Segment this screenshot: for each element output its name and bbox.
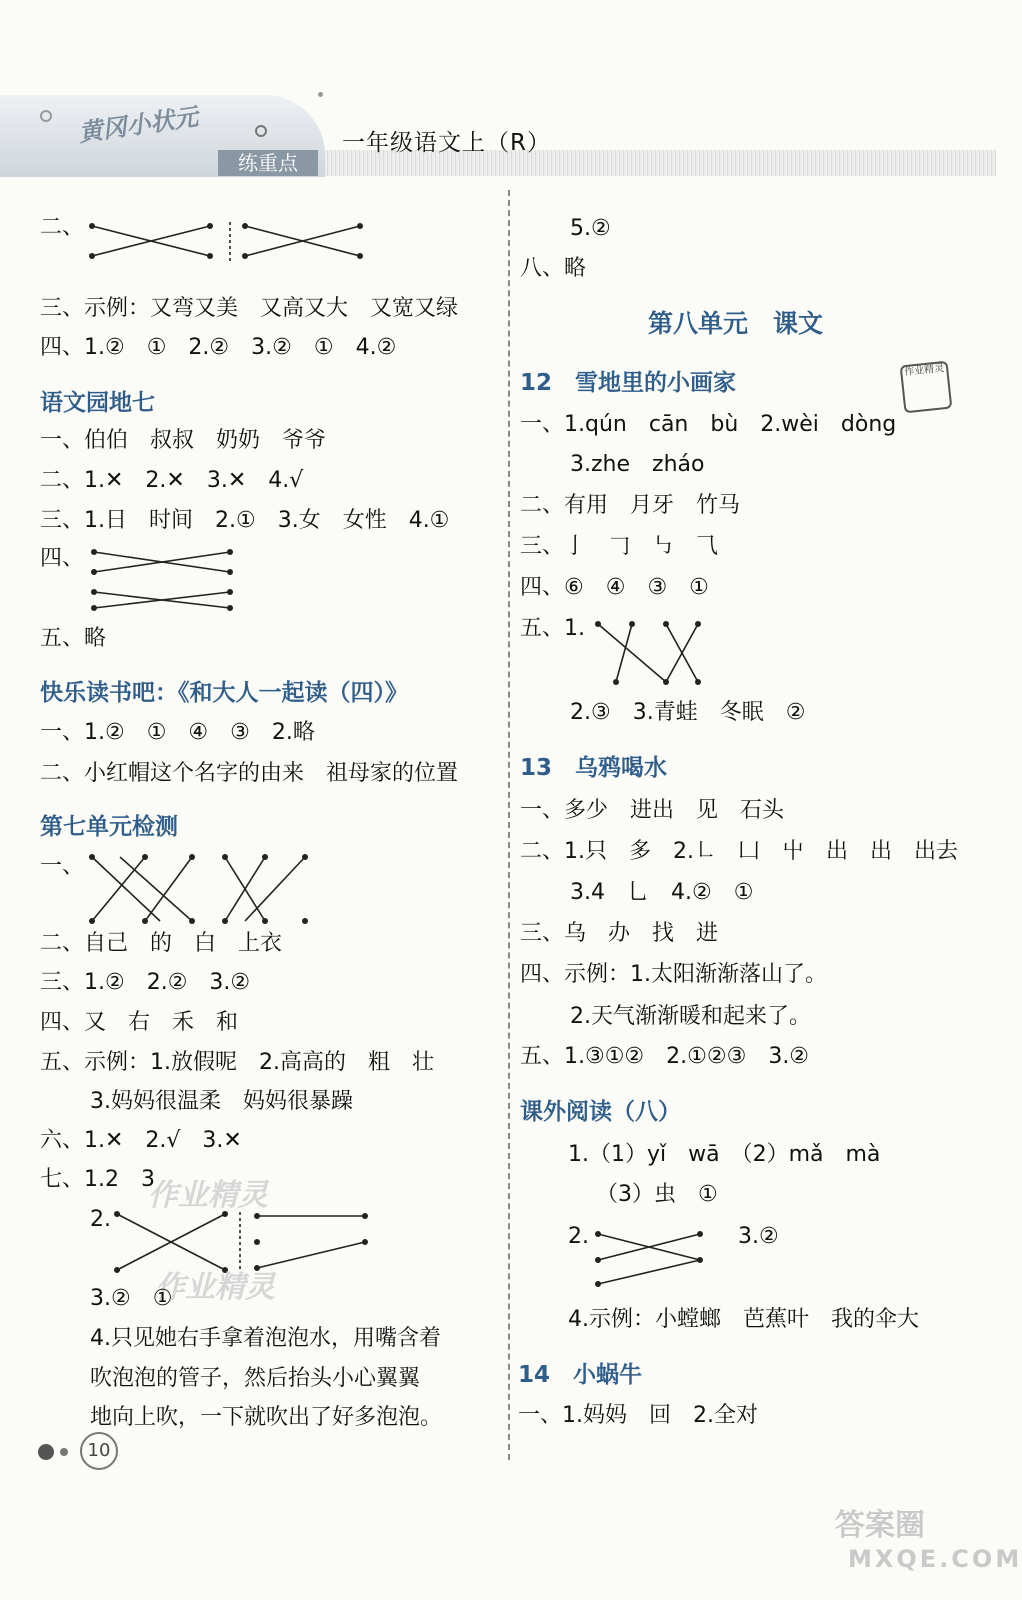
site-url: MXQE.COM: [848, 1545, 1022, 1573]
answer-line: 一、伯伯 叔叔 奶奶 爷爷: [40, 428, 327, 453]
section-heading: 快乐读书吧：《和大人一起读（四）》: [40, 680, 408, 706]
brand-tag: 练重点: [218, 150, 318, 176]
answer-line: 一、多少 进出 见 石头: [520, 798, 785, 823]
answer-line: 三、亅 𠃌 ㇉ ⺄: [520, 534, 719, 559]
answer-line: 3.妈妈很温柔 妈妈很暴躁: [90, 1089, 353, 1114]
answer-line: 二、1.✕ 2.✕ 3.✕ 4.√: [40, 468, 304, 493]
answer-line: 一、1.妈妈 回 2.全对: [518, 1403, 758, 1428]
section-heading: 第七单元检测: [40, 814, 178, 840]
answer-line: 5.②: [570, 216, 611, 241]
answer-line: 五、1.③①② 2.①②③ 3.②: [520, 1044, 810, 1069]
answer-line: 八、略: [520, 256, 587, 281]
decor-dot: [255, 125, 267, 137]
page-number: 10: [80, 1432, 118, 1470]
answer-line: 三、乌 办 找 进: [520, 921, 719, 946]
matching-diagram: [92, 550, 242, 610]
answer-line: 一、1.② ① ④ ③ 2.略: [40, 720, 315, 745]
section-heading: 语文园地七: [40, 390, 155, 416]
answer-line: 二、: [40, 215, 85, 240]
answer-line: 六、1.✕ 2.√ 3.✕: [40, 1128, 242, 1153]
answer-line: 三、1.② 2.② 3.②: [40, 970, 251, 995]
answer-line: 4.示例：小螳螂 芭蕉叶 我的伞大: [568, 1307, 919, 1332]
answer-line: 地向上吹，一下就吹出了好多泡泡。: [90, 1405, 443, 1430]
answer-line: 4.只见她右手拿着泡泡水，用嘴含着: [90, 1326, 441, 1351]
answer-line: 二、1.只 多 2.㇗ 凵 屮 出 出 出去: [520, 839, 958, 864]
answer-line: 一、: [40, 854, 85, 879]
answer-line: 三、1.日 时间 2.① 3.女 女性 4.①: [40, 508, 450, 533]
answer-line: 2.: [90, 1207, 111, 1232]
answer-line: 3.②: [738, 1224, 779, 1249]
answer-line: 五、1.: [520, 616, 585, 641]
watermark: 作业精灵: [148, 1178, 268, 1213]
answer-line: 1.（1）yǐ wā （2）mǎ mà: [568, 1142, 881, 1167]
decor-dot: [40, 110, 52, 122]
answer-line: 二、自己 的 白 上衣: [40, 931, 283, 956]
answer-line: 四、⑥ ④ ③ ①: [520, 575, 709, 600]
footer-dot: [38, 1444, 54, 1460]
answer-line: 一、1.qún cān bù 2.wèi dòng: [520, 412, 897, 437]
section-heading: 12 雪地里的小画家: [520, 370, 737, 396]
brand-logo: 黄冈小状元: [76, 102, 200, 148]
answer-line: （3）虫 ①: [596, 1182, 718, 1207]
decor-dot: [318, 92, 323, 97]
section-heading: 14 小蜗牛: [518, 1362, 643, 1388]
matching-diagram: [90, 855, 320, 925]
answer-line: 3.② ①: [90, 1286, 173, 1311]
answer-line: 2.: [568, 1224, 589, 1249]
matching-diagram: [596, 622, 706, 684]
column-divider: [508, 190, 510, 1460]
footer-dot: [60, 1448, 68, 1456]
answer-line: 七、1.2 3: [40, 1167, 155, 1192]
answer-line: 四、又 右 禾 和: [40, 1010, 239, 1035]
section-heading: 课外阅读（八）: [520, 1099, 681, 1125]
stamp: 作业精灵: [900, 361, 953, 414]
matching-diagram: [596, 1232, 706, 1287]
answer-line: 五、示例：1.放假呢 2.高高的 粗 壮: [40, 1050, 434, 1075]
answer-line: 四、示例：1.太阳渐渐落山了。: [520, 962, 827, 987]
site-logo: 答案圈: [835, 1508, 925, 1543]
section-heading: 13 乌鸦喝水: [520, 755, 668, 781]
answer-line: 2.③ 3.青蛙 冬眠 ②: [570, 700, 806, 725]
answer-line: 三、示例：又弯又美 又高又大 又宽又绿: [40, 296, 459, 321]
answer-line: 四、: [40, 546, 85, 571]
answer-line: 五、略: [40, 626, 107, 651]
watermark: 作业精灵: [155, 1270, 275, 1305]
answer-line: 3.zhe zháo: [570, 452, 705, 477]
matching-diagram: [90, 222, 510, 262]
answer-line: 3.4 乚 4.② ①: [570, 880, 754, 905]
answer-line: 吹泡泡的管子，然后抬头小心翼翼: [90, 1366, 421, 1391]
book-title: 一年级语文上（R）: [342, 130, 551, 156]
answer-line: 2.天气渐渐暖和起来了。: [570, 1004, 811, 1029]
answer-line: 二、小红帽这个名字的由来 祖母家的位置: [40, 761, 459, 786]
answer-line: 四、1.② ① 2.② 3.② ① 4.②: [40, 335, 397, 360]
answer-line: 二、有用 月牙 竹马: [520, 493, 741, 518]
unit-title: 第八单元 课文: [648, 309, 824, 338]
